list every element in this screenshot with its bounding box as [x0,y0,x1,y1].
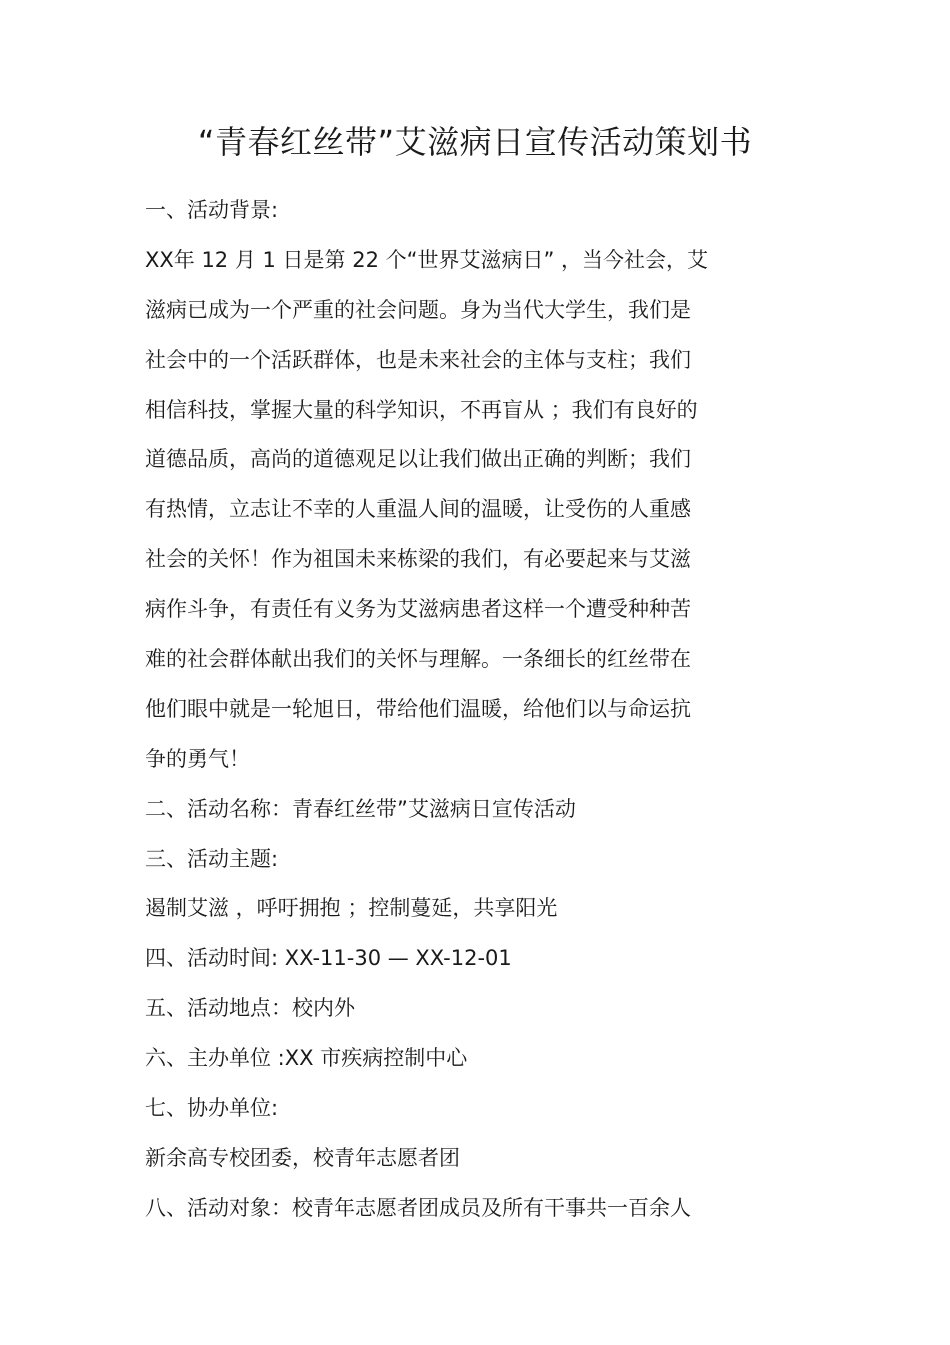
section-activity-location: 五、活动地点：校内外 [145,996,355,1021]
document-body [145,186,845,1234]
section-activity-name: 二、活动名称：青春红丝带”艾滋病日宣传活动 [145,796,576,821]
paragraph-line: 社会中的一个活跃群体，也是未来社会的主体与支柱；我们 [145,347,691,372]
paragraph-line: 病作斗争，有责任有义务为艾滋病患者这样一个遭受种种苦 [145,597,691,622]
paragraph-line: 社会的关怀！作为祖国未来栋梁的我们，有必要起来与艾滋 [145,547,691,572]
co-organizer-text: 新余高专校团委，校青年志愿者团 [145,1145,460,1170]
section-target-audience: 八、活动对象：校青年志愿者团成员及所有干事共一百余人 [145,1195,691,1220]
theme-text: 遏制艾滋 ，呼吁拥抱 ；控制蔓延，共享阳光 [145,896,558,921]
section-heading-background: 一、活动背景: [145,198,279,222]
section-organizer: 六、主办单位 :XX 市疾病控制中心 [145,1046,468,1071]
paragraph-line: 道德品质，高尚的道德观足以让我们做出正确的判断；我们 [145,447,691,472]
section-activity-time: 四、活动时间: XX-11-30 — XX-12-01 [145,946,512,971]
paragraph-line: 难的社会群体献出我们的关怀与理解。一条细长的红丝带在 [145,647,691,672]
document-title: “青春红丝带”艾滋病日宣传活动策划书 [197,123,753,161]
paragraph-line: 争的勇气！ [145,746,250,771]
paragraph-line: 有热情，立志让不幸的人重温人间的温暖，让受伤的人重感 [145,497,691,522]
paragraph-line: 他们眼中就是一轮旭日，带给他们温暖，给他们以与命运抗 [145,696,691,721]
paragraph-line: 相信科技，掌握大量的科学知识，不再盲从 ；我们有良好的 [145,397,698,422]
section-heading-co-organizer: 七、协办单位: [145,1096,279,1121]
paragraph-line: XX年 12 月 1 日是第 22 个“世界艾滋病日” ，当今社会，艾 [145,247,709,272]
section-heading-theme: 三、活动主题: [145,846,279,871]
paragraph-line: 滋病已成为一个严重的社会问题。身为当代大学生，我们是 [145,297,691,322]
